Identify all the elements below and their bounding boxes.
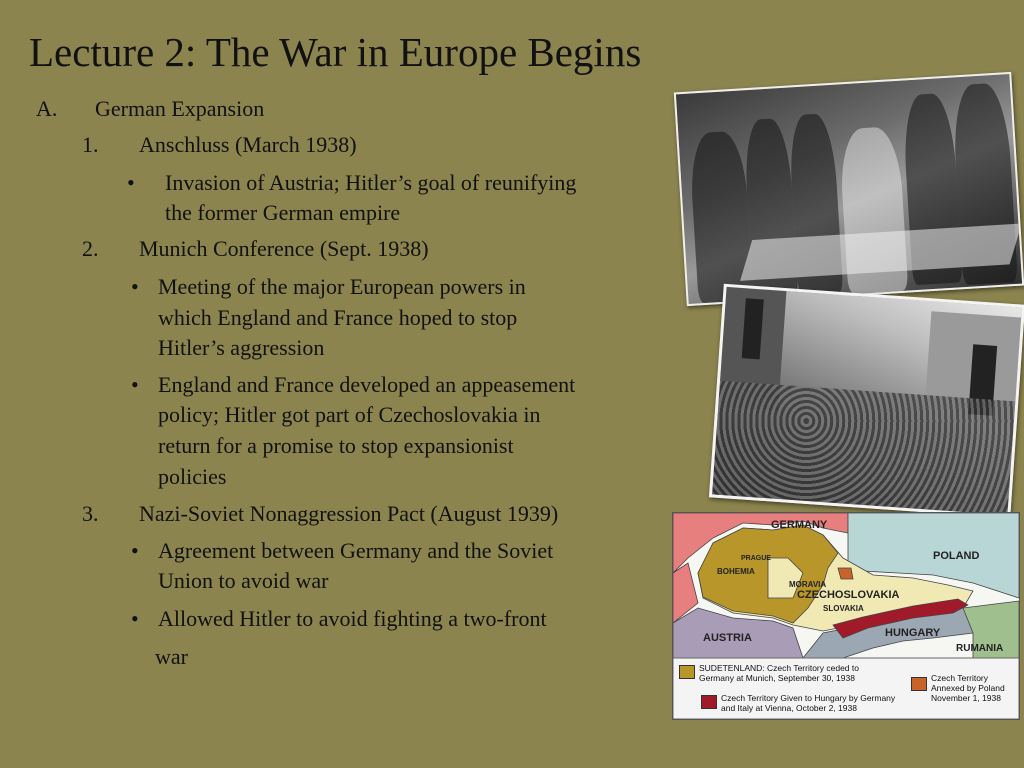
item-3-heading: Nazi-Soviet Nonaggression Pact (August 1939) — [139, 501, 559, 526]
bullet-line: Meeting of the major European powers in — [158, 274, 526, 299]
legend-swatch-sudetenland — [679, 665, 695, 679]
item-3-marker: 3. — [82, 501, 99, 526]
legend-swatch-poland-annexed — [911, 677, 927, 691]
section-marker: A. — [36, 96, 58, 121]
section-heading: German Expansion — [95, 96, 265, 121]
czechoslovakia-map — [672, 512, 1020, 720]
map-label-czechoslovakia: CZECHOSLOVAKIA — [797, 589, 900, 601]
map-label-rumania: RUMANIA — [956, 643, 1004, 654]
item-1-marker: 1. — [82, 132, 99, 157]
map-label-slovakia: SLOVAKIA — [823, 604, 864, 613]
bullet-line: the former German empire — [165, 200, 401, 225]
bullet-marker: • — [131, 274, 139, 299]
item-2-marker: 2. — [82, 236, 99, 261]
anschluss-crowd-photo — [709, 284, 1024, 519]
legend-text: Germany at Munich, September 30, 1938 — [699, 673, 855, 684]
bullet-line: policy; Hitler got part of Czechoslovakia in — [158, 402, 541, 427]
legend-text: and Italy at Vienna, October 2, 1938 — [721, 703, 857, 714]
bullet-marker: • — [131, 538, 139, 563]
legend-text: SUDETENLAND: Czech Territory ceded to — [699, 663, 859, 673]
legend-swatch-hungary — [701, 695, 717, 709]
bullet-line: Union to avoid war — [158, 568, 329, 593]
bullet-line: England and France developed an appeasement — [158, 372, 576, 397]
map-label-moravia: MORAVIA — [789, 580, 827, 589]
legend-sudetenland — [699, 663, 859, 683]
legend-poland-annexed — [931, 673, 1005, 704]
map-label-austria: AUSTRIA — [703, 632, 752, 644]
bullet-line: Hitler’s aggression — [158, 335, 325, 360]
map-label-germany: GERMANY — [771, 519, 828, 531]
bullet-line: which England and France hoped to stop — [158, 305, 518, 330]
item-2-heading: Munich Conference (Sept. 1938) — [139, 236, 429, 261]
bullet-marker: • — [127, 170, 135, 195]
bullet-line: Invasion of Austria; Hitler’s goal of reunifying — [165, 170, 577, 195]
bullet-marker: • — [131, 606, 139, 631]
bullet-marker: • — [131, 372, 139, 397]
bullet-line: war — [155, 644, 188, 669]
bullet-line: Allowed Hitler to avoid fighting a two-front — [158, 606, 547, 631]
legend-hungary-given — [721, 693, 895, 713]
legend-text: Czech Territory — [931, 673, 988, 683]
bullet-line: policies — [158, 464, 227, 489]
legend-text: Czech Territory Given to Hungary by Germany — [721, 693, 896, 703]
map-label-poland: POLAND — [933, 550, 980, 562]
map-label-bohemia: BOHEMIA — [717, 567, 755, 576]
map-label-prague: PRAGUE — [741, 555, 771, 562]
item-1-heading: Anschluss (March 1938) — [139, 132, 357, 157]
slide-title: Lecture 2: The War in Europe Begins — [29, 29, 642, 75]
bullet-line: Agreement between Germany and the Soviet — [158, 538, 554, 563]
legend-text: November 1, 1938 — [931, 693, 1001, 704]
munich-conference-photo — [674, 72, 1024, 306]
legend-text: Annexed by Poland — [931, 683, 1005, 694]
bullet-line: return for a promise to stop expansionist — [158, 433, 514, 458]
map-label-hungary: HUNGARY — [885, 627, 941, 639]
